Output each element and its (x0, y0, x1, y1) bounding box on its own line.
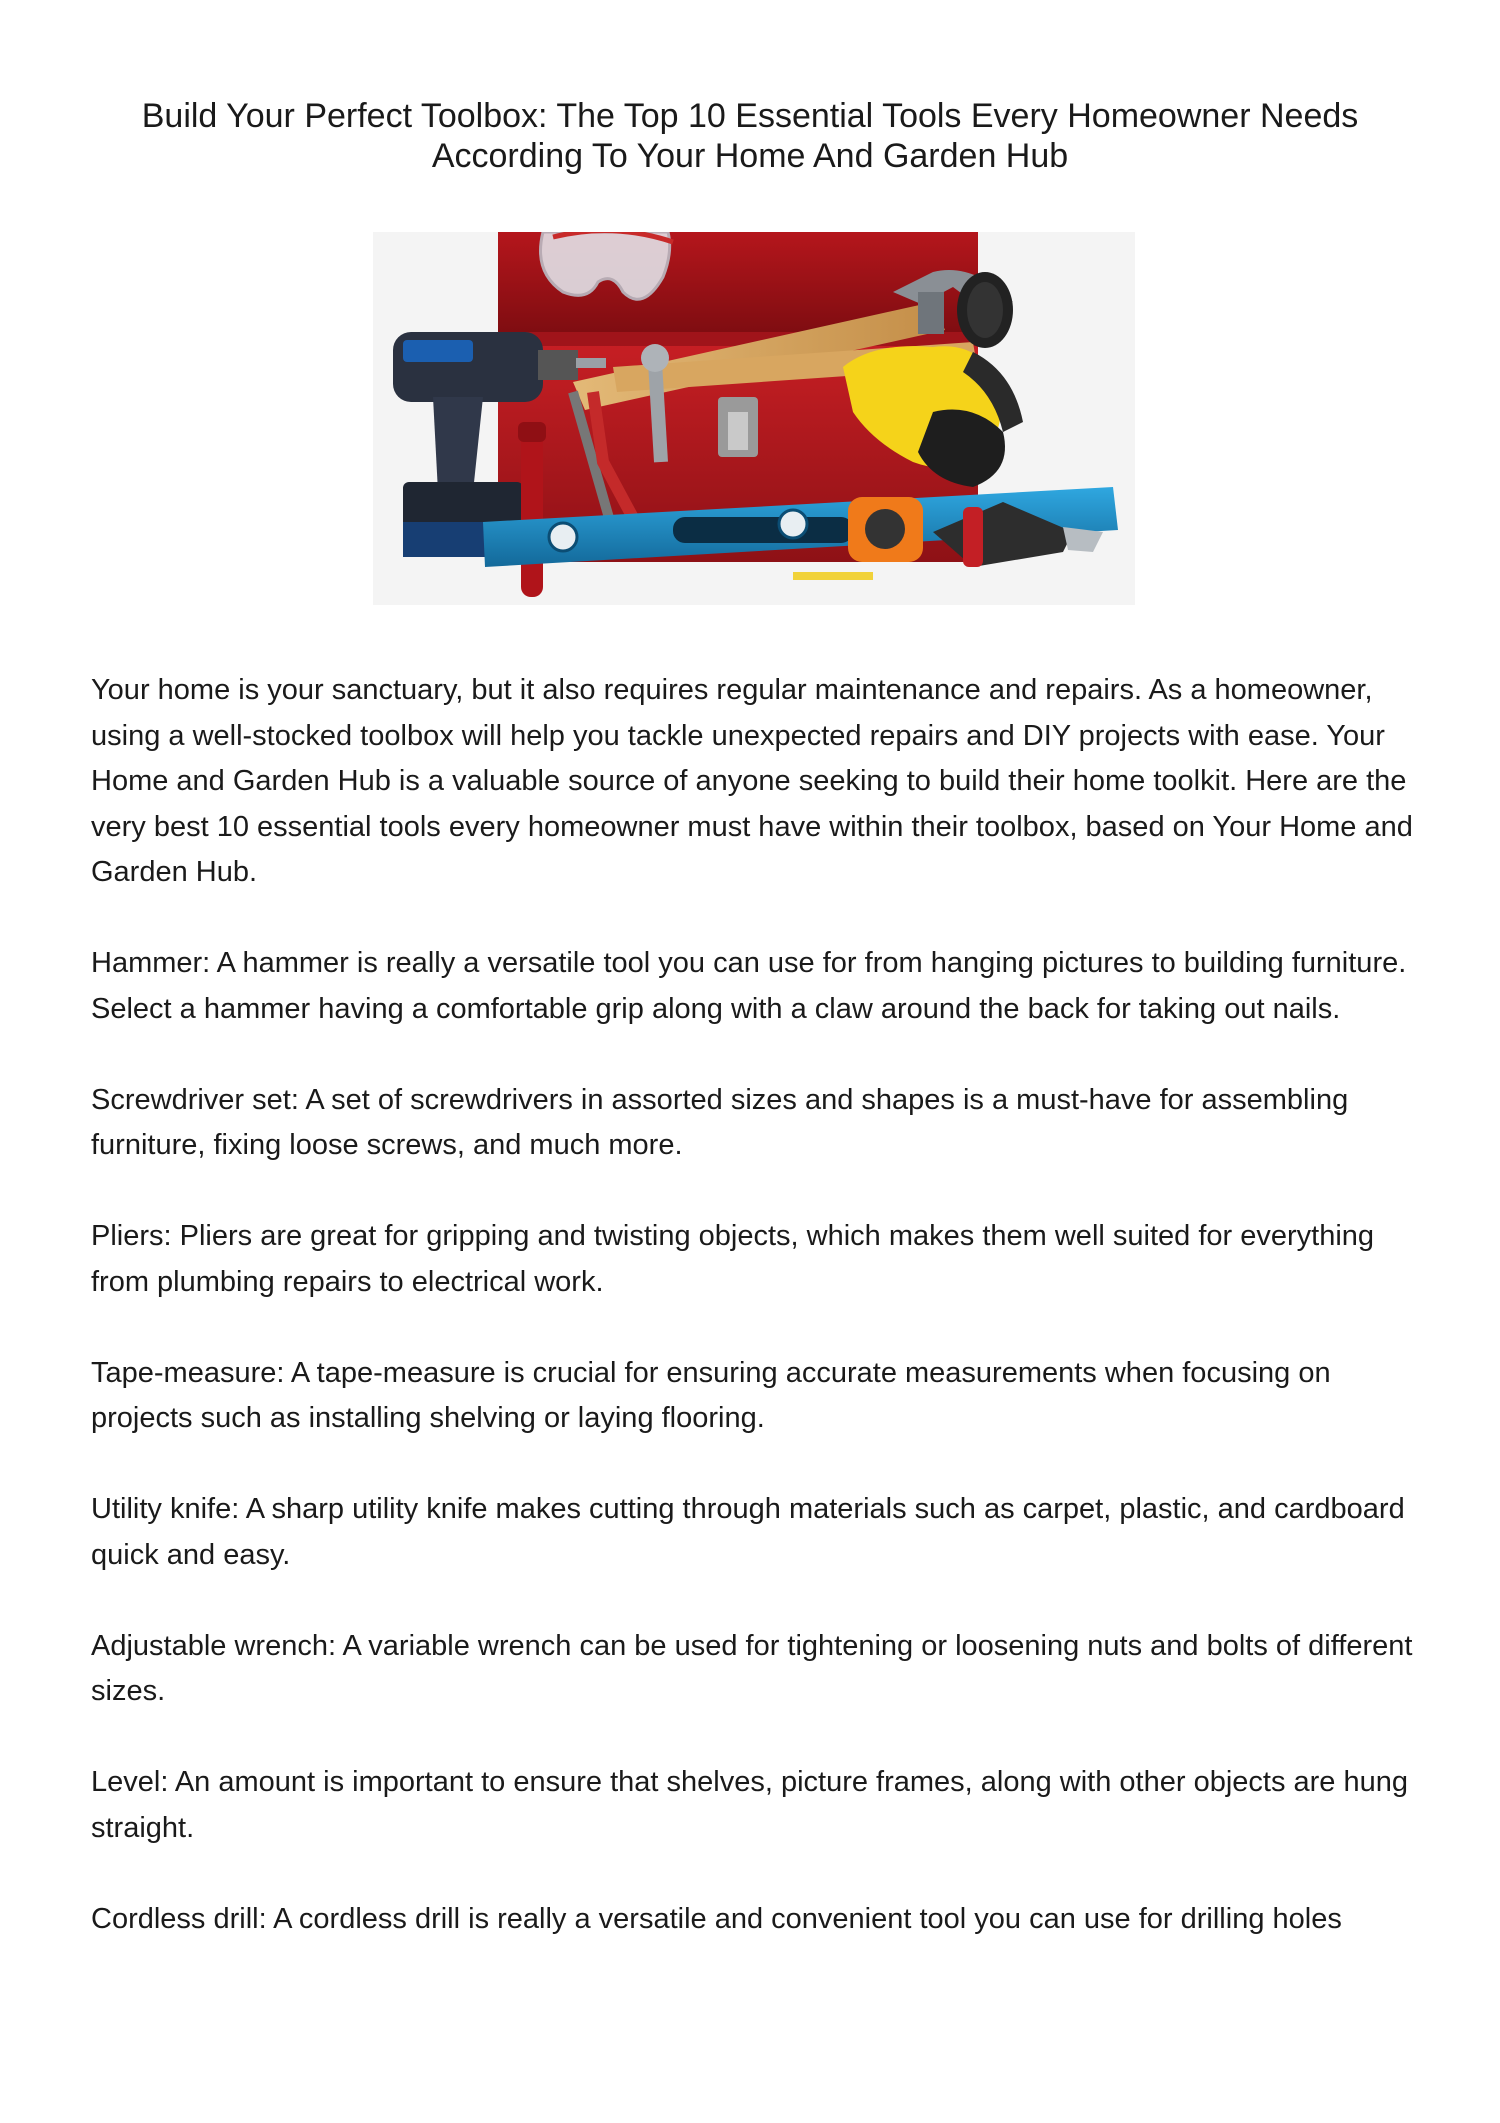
adjustable-wrench-paragraph: Adjustable wrench: A variable wrench can be used for tightening or loosening nuts and bolts of different sizes. (91, 1629, 1413, 1707)
pliers-paragraph: Pliers: Pliers are great for gripping and twisting objects, which makes them well suited for everything from plumbing repairs to electrical work. (91, 1220, 1375, 1298)
hammer-paragraph: Hammer: A hammer is really a versatile tool you can use for from hanging pictures to building furniture. Select a hammer having a comfortable grip along with a claw around the back for taking out nails. (91, 947, 1407, 1025)
toolbox-illustration (373, 232, 1135, 605)
rubber-mallet (957, 272, 1013, 348)
utility-knife-paragraph: Utility knife: A sharp utility knife makes cutting through materials such as carpet, plastic, and cardboard quick and easy. (91, 1493, 1405, 1571)
page-title: Build Your Perfect Toolbox: The Top 10 Essential Tools Every Homeowner Needs According To Your Home And Garden Hub (141, 97, 1359, 175)
article-body (91, 668, 1431, 1988)
tape-measure-paragraph: Tape-measure: A tape-measure is crucial for ensuring accurate measurements when focusing on projects such as installing shelving or laying flooring. (91, 1356, 1331, 1434)
intro-paragraph: Your home is your sanctuary, but it also requires regular maintenance and repairs. As a homeowner, using a well-stocked toolbox will help you tackle unexpected repairs and DIY projects with ease. Your Home and Garden Hub is a valuable source of anyone seeking to build their home toolkit. Here are the very best 10 essential tools every homeowner must have within their toolbox, based on Your Home and Garden Hub. (91, 674, 1413, 888)
screwdriver-paragraph: Screwdriver set: A set of screwdrivers in assorted sizes and shapes is a must-have for assembling furniture, fixing loose screws, and much more. (91, 1083, 1349, 1161)
cordless-drill-paragraph: Cordless drill: A cordless drill is really a versatile and convenient tool you can use for drilling holes (91, 1902, 1342, 1935)
toolbox-photo (373, 232, 1135, 605)
level-paragraph: Level: An amount is important to ensure that shelves, picture frames, along with other objects are hung straight. (91, 1766, 1409, 1844)
flashlight (518, 422, 546, 597)
